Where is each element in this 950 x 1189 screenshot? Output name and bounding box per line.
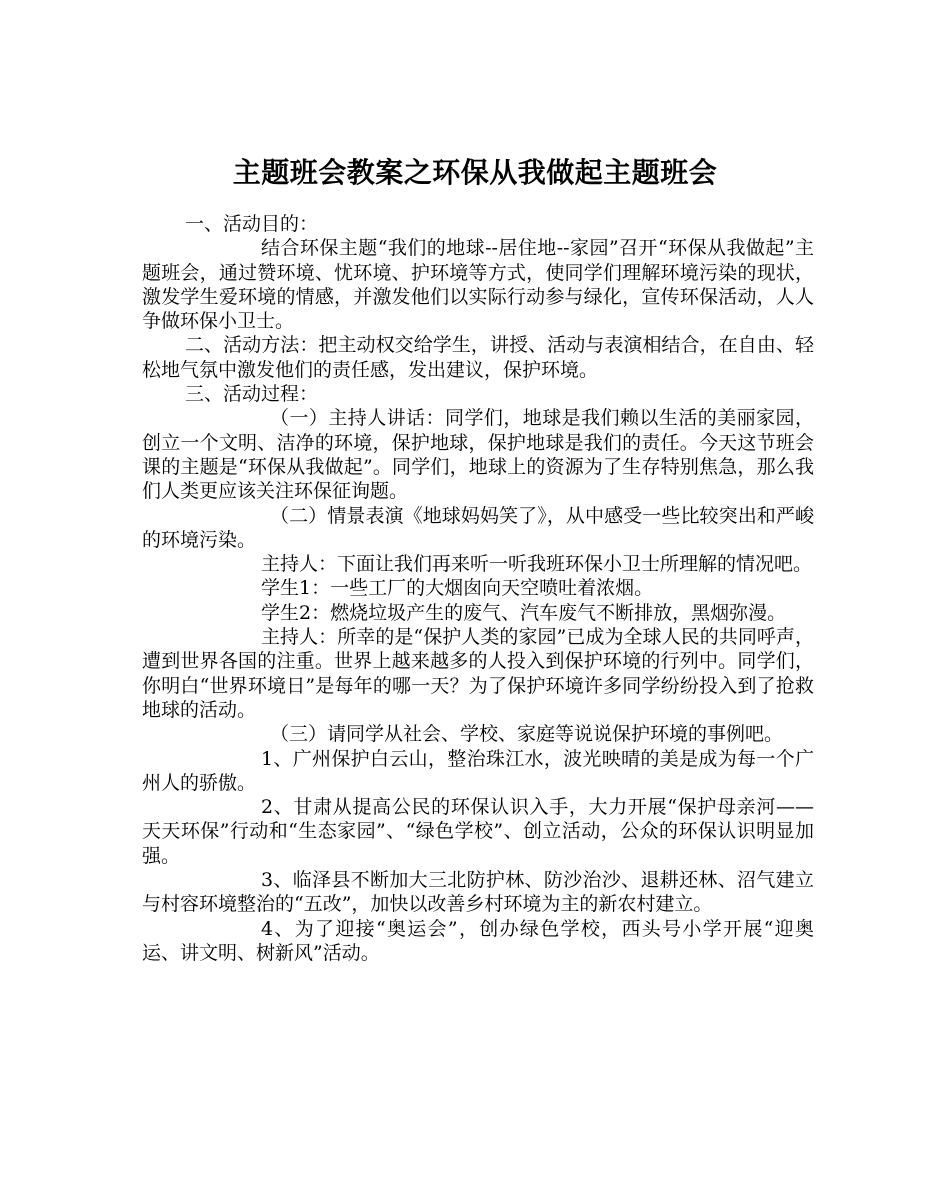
paragraph: 1、广州保护白云山，整治珠江水，波光映晴的美是成为每一个广州人的骄傲。 [142, 747, 814, 794]
paragraph: 学生1：一些工厂的大烟囱向天空喷吐着浓烟。 [261, 577, 654, 600]
paragraph: 4、为了迎接“奥运会”，创办绿色学校，西头号小学开展“迎奥运、讲文明、树新风”活动。 [142, 917, 814, 964]
paragraph: 一、活动目的： [185, 213, 319, 235]
document-body [142, 212, 814, 965]
paragraph: （二）情景表演《地球妈妈笑了》，从中感受一些比较突出和严峻的环境污染。 [142, 504, 814, 551]
paragraph: 2、甘肃从提高公民的环保认识入手，大力开展“保护母亲河——天天环保”行动和“生态家园”、“绿色学校”、创立活动，公众的环保认识明显加强。 [142, 796, 814, 867]
paragraph: 3、临泽县不断加大三北防护林、防沙治沙、退耕还林、沼气建立与村容环境整治的“五改”，加快以改善乡村环境为主的新农村建立。 [142, 869, 814, 916]
paragraph: 主持人：所幸的是“保护人类的家园”已成为全球人民的共同呼声，遭到世界各国的注重。世界上越来越多的人投入到保护环境的行列中。同学们，你明白“世界环境日”是每年的哪一天？为了保护环境许多同学纷纷投入到了抢救地球的活动。 [142, 626, 814, 721]
paragraph: 三、活动过程： [185, 383, 319, 406]
paragraph: 学生2：燃烧垃圾产生的废气、汽车废气不断排放，黑烟弥漫。 [261, 601, 787, 624]
paragraph: （三）请同学从社会、学校、家庭等说说保护环境的事例吧。 [270, 723, 784, 746]
paragraph: 结合环保主题“我们的地球--居住地--家园”召开“环保从我做起”主题班会，通过赞环境、忧环境、护环境等方式，使同学们理解环境污染的现状，激发学生爱环境的情感，并激发他们以实际行动参与绿化，宣传环保活动，人人争做环保小卫士。 [142, 237, 814, 333]
paragraph: 二、活动方法：把主动权交给学生，讲授、活动与表演相结合，在自由、轻松地气氛中激发他们的责任感，发出建议，保护环境。 [142, 334, 814, 381]
paragraph: 主持人：下面让我们再来听一听我班环保小卫士所理解的情况吧。 [261, 553, 813, 576]
document-title: 主题班会教案之环保从我做起主题班会 [232, 155, 718, 189]
paragraph: （一）主持人讲话：同学们，地球是我们赖以生活的美丽家园，创立一个文明、洁净的环境，保护地球，保护地球是我们的责任。今天这节班会课的主题是“环保从我做起”。同学们，地球上的资源为了生存特别焦急，那么我们人类更应该关注环保征询题。 [142, 407, 814, 503]
